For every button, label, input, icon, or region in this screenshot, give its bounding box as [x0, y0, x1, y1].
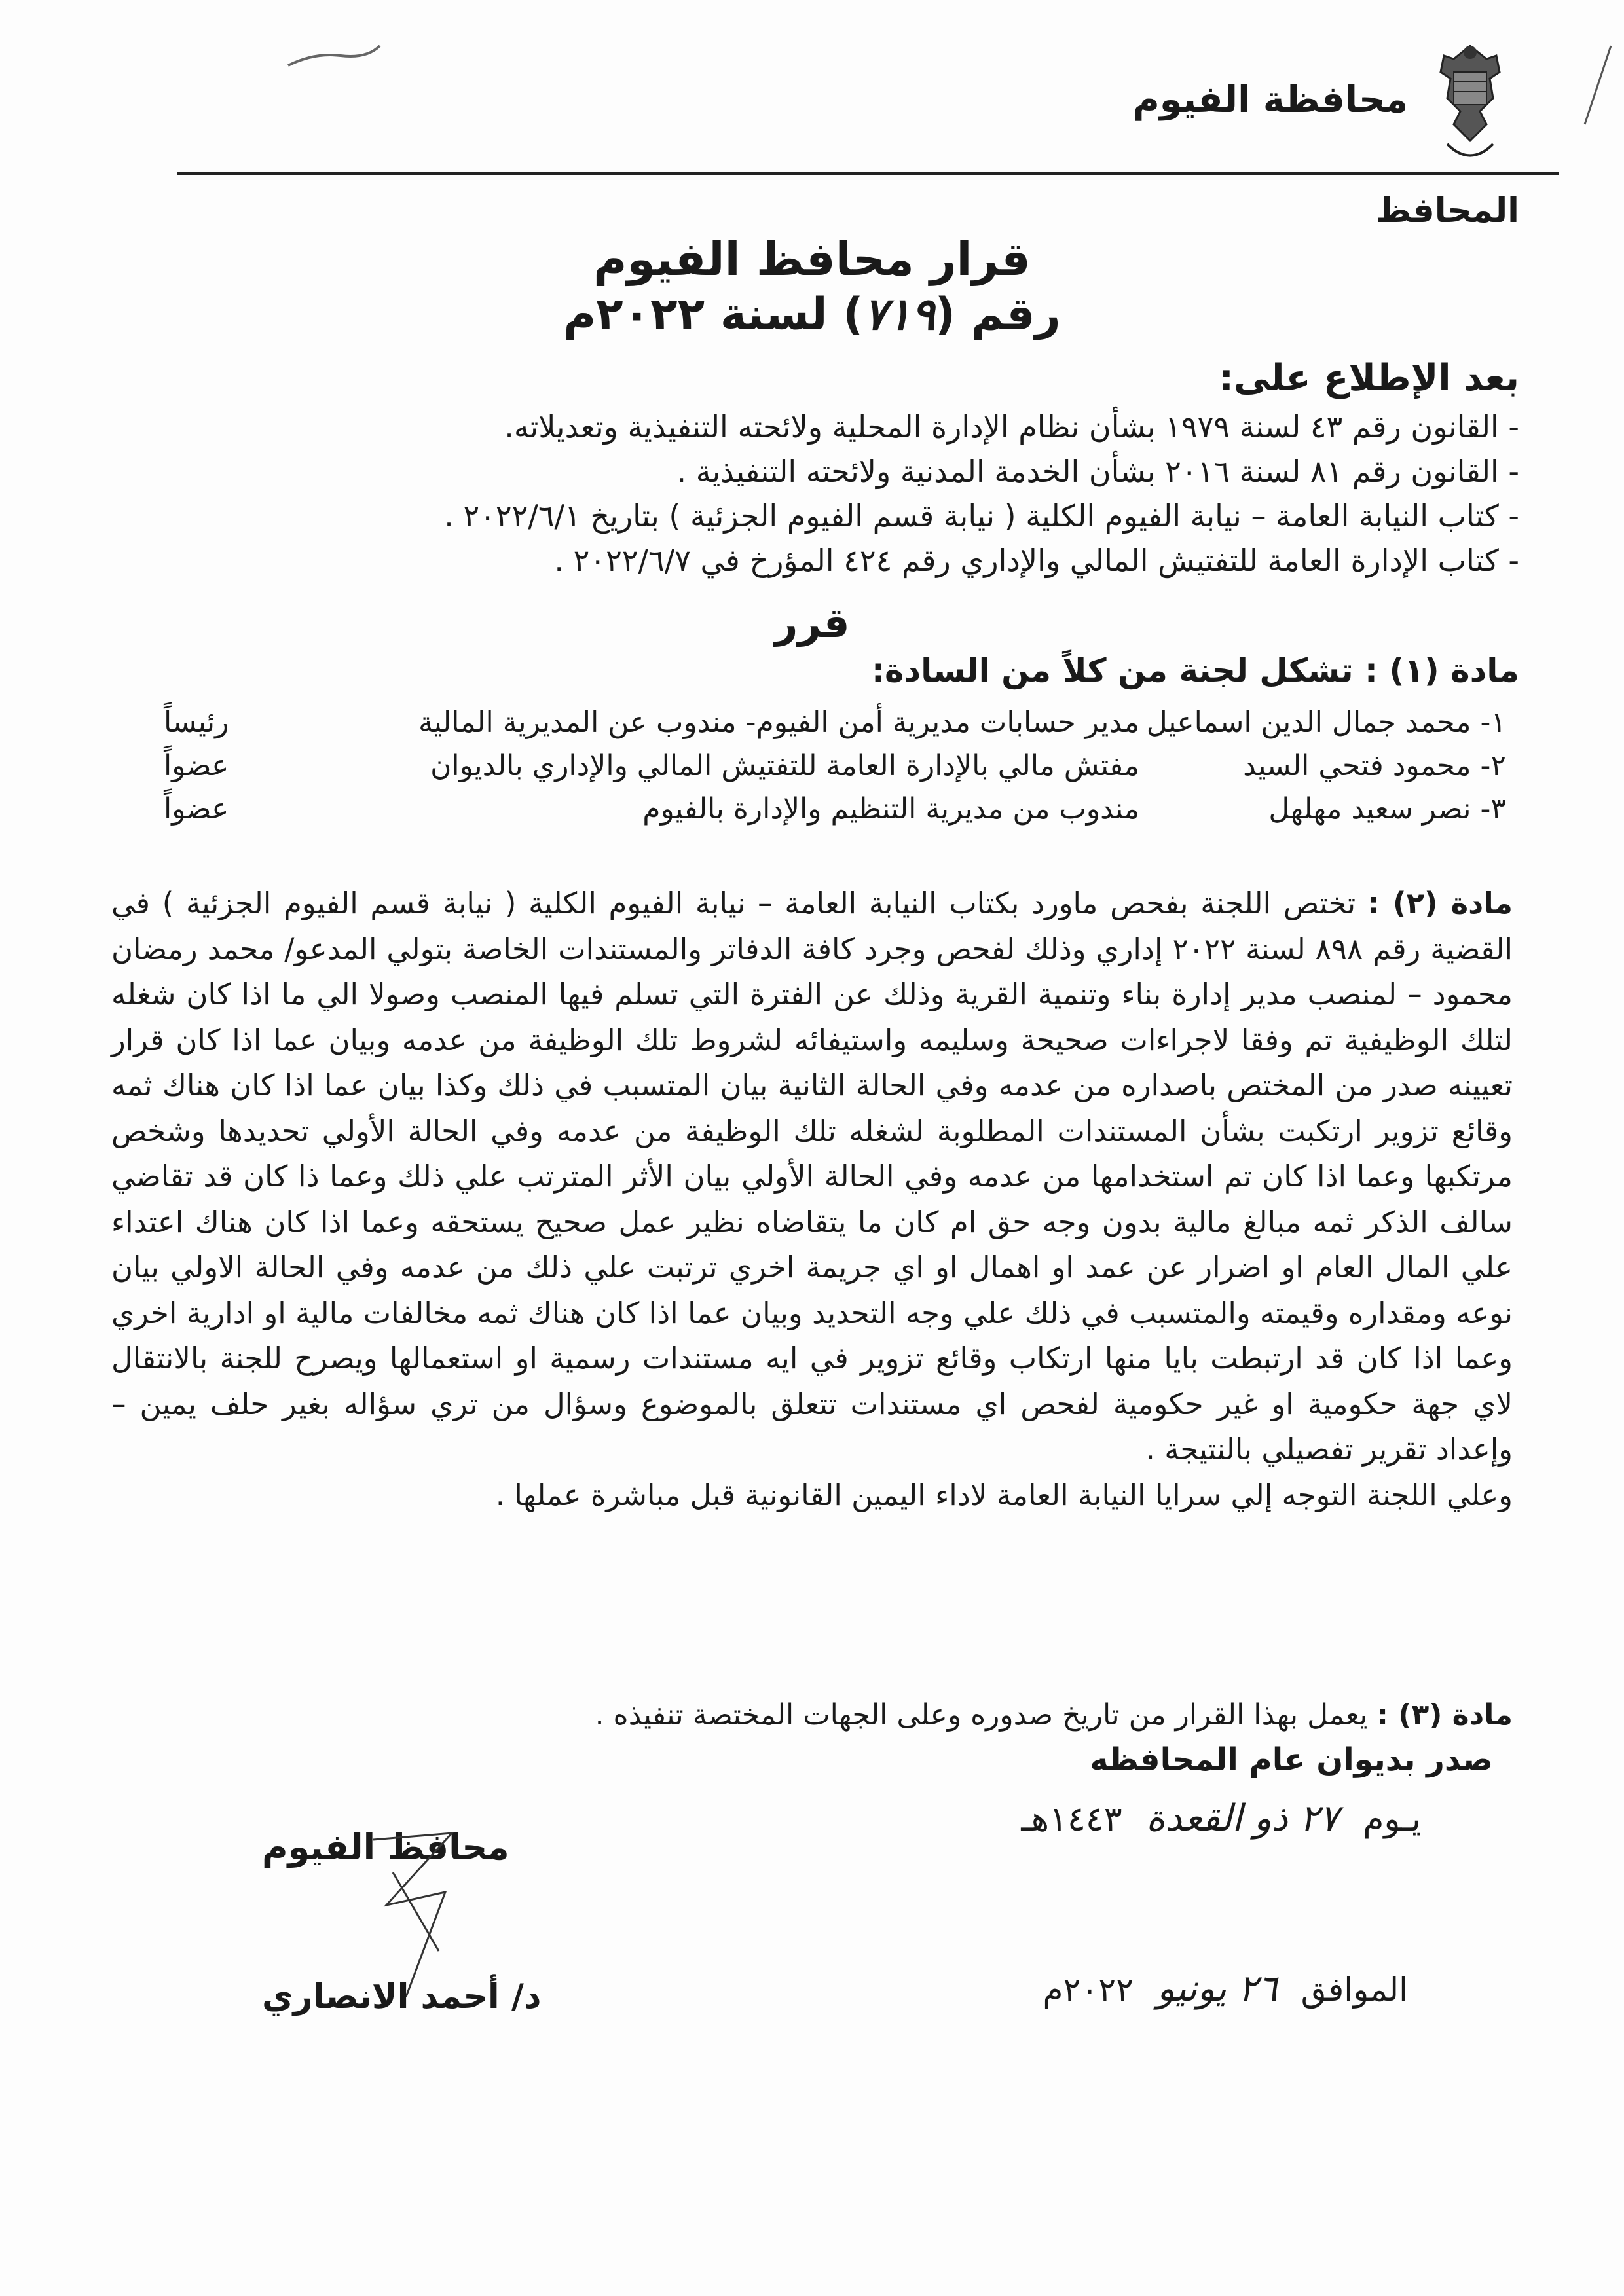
preamble-heading: بعد الإطلاع على:: [1219, 357, 1519, 399]
article-3: [111, 1696, 1513, 1735]
member-name: ١- محمد جمال الدين اسماعيل: [1146, 705, 1506, 739]
article-3-text: يعمل بهذا القرار من تاريخ صدوره وعلى الجهات المختصة تنفيذه .: [595, 1698, 1368, 1732]
article-2: [111, 881, 1513, 1518]
decided-heading: قرر: [774, 599, 850, 647]
committee-table: [164, 701, 1506, 830]
article-1-heading: مادة (١) : تشكل لجنة من كلاً من السادة:: [872, 651, 1519, 689]
signatory-name: د/ أحمد الانصاري: [262, 1977, 542, 2016]
preamble-list: [124, 405, 1519, 583]
committee-row: [164, 701, 1506, 744]
member-role: عضواً: [164, 748, 229, 782]
article-2-label: مادة (٢) :: [1367, 886, 1513, 920]
committee-row: [164, 787, 1506, 830]
decree-title: قرار محافظ الفيوم: [593, 232, 1031, 286]
decree-number-prefix: رقم (: [934, 289, 1061, 340]
decree-number-handwritten: ٧١٩: [863, 288, 935, 340]
preamble-item: - القانون رقم ٨١ لسنة ٢٠١٦ بشأن الخدمة المدنية ولائحته التنفيذية .: [124, 449, 1519, 494]
member-name: ٣- نصر سعيد مهلهل: [1268, 792, 1506, 826]
signatory-title: محافظ الفيوم: [262, 1827, 509, 1868]
preamble-item: - كتاب الإدارة العامة للتفتيش المالي والإداري رقم ٤٢٤ المؤرخ في ٢٠٢٢/٦/٧ .: [124, 538, 1519, 583]
greg-day-handwritten: ٢٦ يونيو: [1156, 1967, 1278, 2010]
gregorian-date: [1043, 1967, 1408, 2010]
member-title: مدير حسابات مديرية أمن الفيوم- مندوب عن المديرية المالية: [418, 705, 1139, 739]
eagle-emblem-icon: [1414, 26, 1526, 177]
preamble-item: - القانون رقم ٤٣ لسنة ١٩٧٩ بشأن نظام الإدارة المحلية ولائحته التنفيذية وتعديلاته.: [124, 405, 1519, 449]
member-title: مفتش مالي بالإدارة العامة للتفتيش المالي والإداري بالديوان: [430, 748, 1139, 782]
preamble-item: - كتاب النيابة العامة – نيابة الفيوم الكلية ( نيابة قسم الفيوم الجزئية ) بتاريخ ٢٠٢٢/٦/١ .: [124, 494, 1519, 538]
greg-year: ٢٠٢٢م: [1043, 1971, 1134, 2009]
issued-at: صدر بديوان عام المحافظه: [1090, 1741, 1493, 1778]
member-role: رئيساً: [164, 705, 229, 739]
decree-number-line: [0, 288, 1624, 340]
article-2-text: تختص اللجنة بفحص ماورد بكتاب النيابة العامة – نيابة الفيوم الكلية ( نيابة قسم الفيوم الجزئية ) في القضية رقم ٨٩٨ لسنة ٢٠٢٢ إداري وذلك لفحص وجرد كافة الدفاتر والمستندات الخاصة بتولي المدعو/ محمد رمضان محمود – لمنصب مدير إدارة بناء وتنمية القرية وذلك عن الفترة التي تسلم فيها المنصب وصولا الي ما اذا كان شغله لتلك الوظيفية تم وفقا لاجراءات صحيحة وسليمه واستيفائه لشروط تلك الوظيفة من عدمه وبيان عما اذا كان قرار تعيينه صدر من المختص باصداره من عدمه وفي الحالة الثانية بيان المتسبب في ذلك وكذا بيان عما اذا كان هناك ثمه وقائع تزوير ارتكبت بشأن المستندات المطلوبة لشغله تلك الوظيفة من عدمه وفي الحالة الأولي تحديدها وشخص مرتكبها وعما اذا كان تم استخدامها من عدمه وفي الحالة الأولي بيان الأثر المترتب علي ذلك وعما ذا كان قد تقاضي سالف الذكر ثمه مبالغ مالية بدون وجه حق ام كان ما يتقاضاه نظير عمل صحيح يستحقه وعما اذا كان هناك اعتداء علي المال العام او اضرار عن عمد او اهمال او اي جريمة اخري ترتبت علي ذلك من عدمه وفي الحالة الاولي بيان نوعه ومقداره وقيمته والمتسبب في ذلك علي وجه التحديد وبيان عما اذا كان هناك ثمه مخالفات مالية او ادارية اخري وعما اذا كان قد ارتبطت بايا منها ارتكاب وقائع تزوير في ايه مستندات رسمية او استعمالها ويصرح للجنة بالانتقال لاي جهة حكومية او غير حكومية لفحص اي مستندات تتعلق بالموضوع وسؤال من تري سؤاله بغير حلف يمين – وإعداد تقرير تفصيلي بالنتيجة .: [111, 886, 1513, 1467]
committee-row: [164, 744, 1506, 787]
decree-number-suffix: ) لسنة ٢٠٢٢م: [563, 289, 864, 340]
governorate-name: محافظة الفيوم: [1132, 79, 1408, 121]
article-3-label: مادة (٣) :: [1376, 1698, 1513, 1732]
scan-artifact: [282, 39, 386, 79]
hijri-day-label: يـوم: [1363, 1800, 1421, 1839]
member-title: مندوب من مديرية التنظيم والإدارة بالفيوم: [642, 792, 1139, 826]
member-name: ٢- محمود فتحي السيد: [1243, 748, 1506, 782]
hijri-date: [1021, 1797, 1421, 1840]
member-role: عضواً: [164, 792, 229, 826]
greg-label: الموافق: [1301, 1971, 1408, 2009]
hijri-year: ١٤٤٣هـ: [1021, 1800, 1122, 1839]
scan-edge-artifact: [1578, 39, 1617, 131]
article-2-text-2: وعلي اللجنة التوجه إلي سرايا النيابة العامة لاداء اليمين القانونية قبل مباشرة عملها .: [495, 1477, 1513, 1512]
hijri-day-handwritten: ٢٧ ذو القعدة: [1146, 1797, 1339, 1840]
governor-label: المحافظ: [1376, 191, 1519, 230]
header-divider: [177, 172, 1559, 175]
